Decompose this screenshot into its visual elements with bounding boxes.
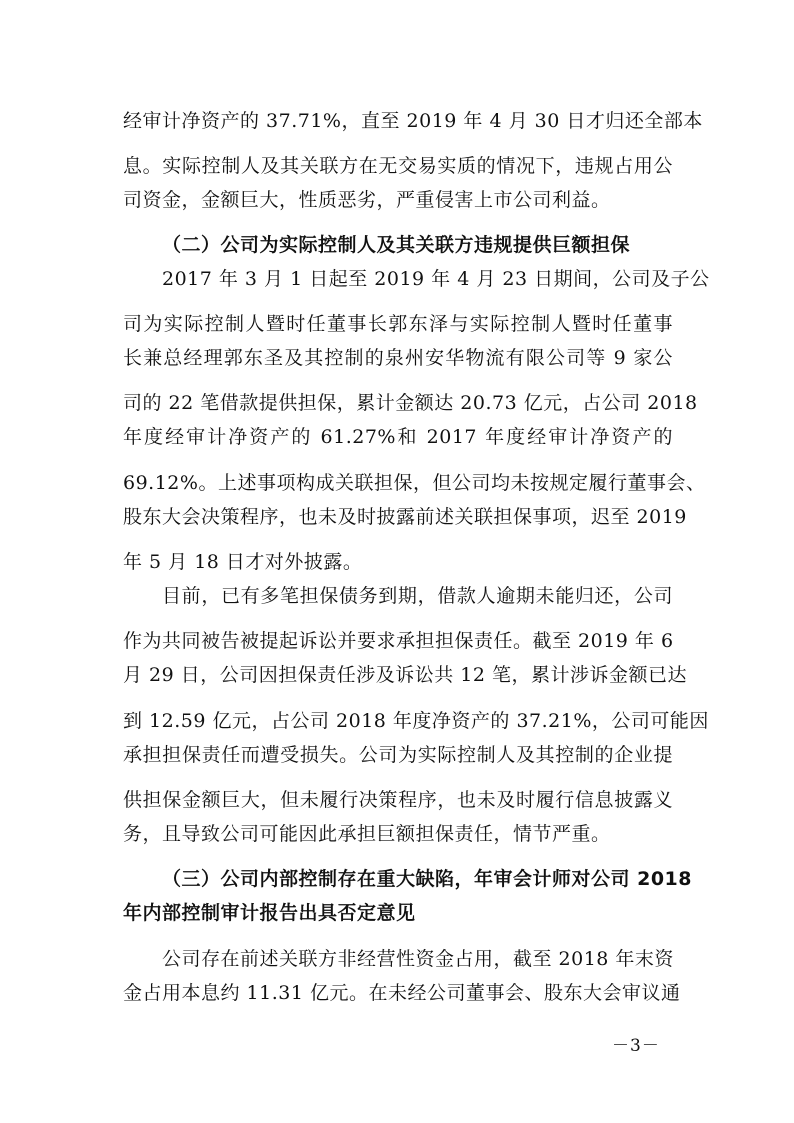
paragraph-line: 月 29 日，公司因担保责任涉及诉讼共 12 笔，累计涉诉金额已达 [123, 664, 688, 686]
paragraph-line: 目前，已有多笔担保债务到期，借款人逾期未能归还，公司 [162, 585, 673, 607]
paragraph-line: 股东大会决策程序，也未及时披露前述关联担保事项，迟至 2019 [123, 506, 687, 528]
paragraph-line: 69.12%。上述事项构成关联担保，但公司均未按规定履行董事会、 [123, 472, 706, 494]
paragraph-line: 供担保金额巨大，但未履行决策程序，也未及时履行信息披露义 [123, 789, 673, 811]
section-heading-3-continued: 年内部控制审计报告出具否定意见 [123, 902, 416, 924]
paragraph-line: 司为实际控制人暨时任董事长郭东泽与实际控制人暨时任董事 [123, 313, 673, 335]
paragraph-line: 2017 年 3 月 1 日起至 2019 年 4 月 23 日期间，公司及子公 [162, 268, 710, 290]
paragraph-line: 到 12.59 亿元，占公司 2018 年度净资产的 37.21%，公司可能因 [123, 710, 709, 732]
section-heading-2: （二）公司为实际控制人及其关联方违规提供巨额担保 [162, 234, 631, 256]
paragraph-line: 经审计净资产的 37.71%，直至 2019 年 4 月 30 日才归还全部本 [123, 110, 703, 132]
page-number: －3－ [612, 1036, 660, 1056]
paragraph-line: 司资金，金额巨大，性质恶劣，严重侵害上市公司利益。 [123, 189, 611, 211]
paragraph-line: 务，且导致公司可能因此承担巨额担保责任，情节严重。 [123, 823, 611, 845]
paragraph-line: 作为共同被告被提起诉讼并要求承担担保责任。截至 2019 年 6 [123, 630, 674, 652]
paragraph-line: 息。实际控制人及其关联方在无交易实质的情况下，违规占用公 [123, 155, 673, 177]
paragraph-line: 公司存在前述关联方非经营性资金占用，截至 2018 年末资 [162, 948, 674, 970]
section-heading-3: （三）公司内部控制存在重大缺陷，年审会计师对公司 2018 [162, 868, 692, 890]
paragraph-line: 金占用本息约 11.31 亿元。在未经公司董事会、股东大会审议通 [123, 982, 681, 1004]
paragraph-line: 承担担保责任而遭受损失。公司为实际控制人及其控制的企业提 [123, 744, 673, 766]
paragraph-line: 年度经审计净资产的 61.27%和 2017 年度经审计净资产的 [123, 426, 673, 448]
paragraph-line: 司的 22 笔借款提供担保，累计金额达 20.73 亿元，占公司 2018 [123, 392, 698, 414]
paragraph-line: 长兼总经理郭东圣及其控制的泉州安华物流有限公司等 9 家公 [123, 347, 673, 369]
paragraph-line: 年 5 月 18 日才对外披露。 [123, 551, 363, 573]
